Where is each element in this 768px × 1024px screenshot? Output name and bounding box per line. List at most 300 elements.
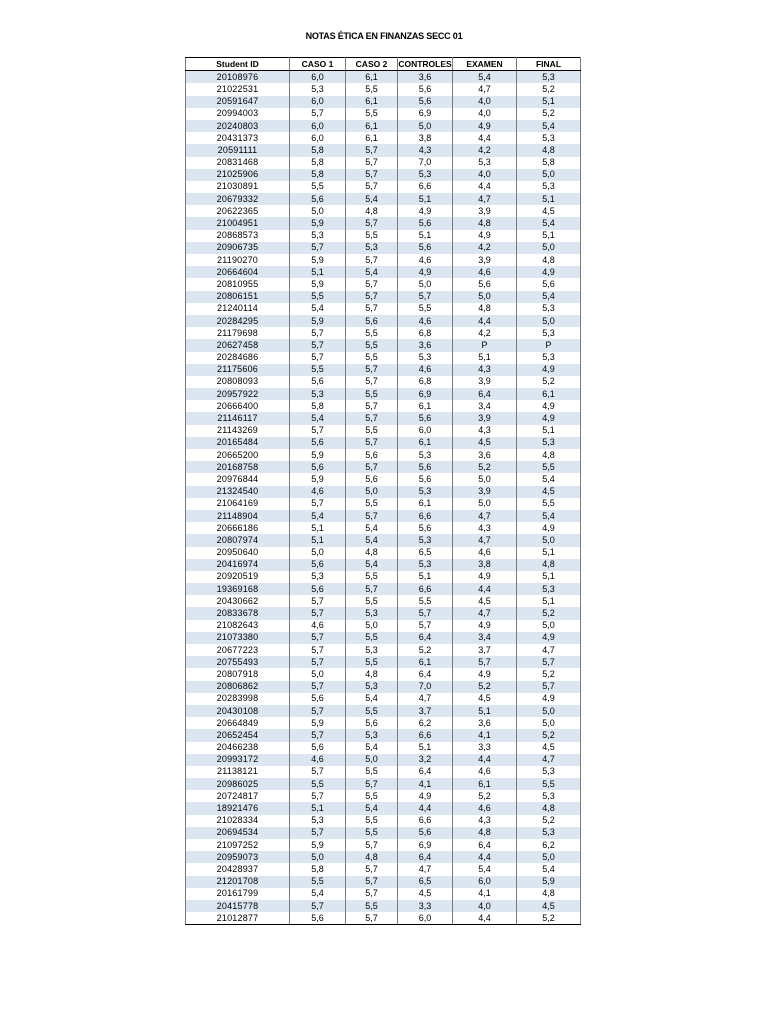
examen-cell: 5,0 bbox=[453, 291, 517, 303]
final-cell: 5,2 bbox=[517, 668, 581, 680]
table-row bbox=[186, 278, 581, 290]
caso-2-cell: 5,7 bbox=[346, 400, 398, 412]
caso-1-cell: 5,7 bbox=[290, 595, 346, 607]
caso-2-cell: 5,7 bbox=[346, 254, 398, 266]
table-row bbox=[186, 790, 581, 802]
examen-cell: 6,1 bbox=[453, 778, 517, 790]
student-id-cell: 20976844 bbox=[186, 473, 290, 485]
table-row bbox=[186, 83, 581, 95]
table-row bbox=[186, 656, 581, 668]
caso-2-cell: 5,5 bbox=[346, 705, 398, 717]
final-cell: 4,5 bbox=[517, 900, 581, 912]
caso-1-cell: 5,6 bbox=[290, 461, 346, 473]
controles-cell: 5,3 bbox=[398, 534, 453, 546]
controles-cell: 4,4 bbox=[398, 802, 453, 814]
caso-1-cell: 6,0 bbox=[290, 132, 346, 144]
final-cell: 5,3 bbox=[517, 790, 581, 802]
table-row bbox=[186, 547, 581, 559]
caso-1-cell: 5,6 bbox=[290, 583, 346, 595]
caso-1-cell: 5,6 bbox=[290, 742, 346, 754]
column-header-student-id: Student ID bbox=[186, 58, 290, 71]
caso-1-cell: 5,9 bbox=[290, 315, 346, 327]
controles-cell: 5,6 bbox=[398, 217, 453, 229]
final-cell: 5,2 bbox=[517, 815, 581, 827]
student-id-cell: 20920519 bbox=[186, 571, 290, 583]
examen-cell: 4,9 bbox=[453, 230, 517, 242]
student-id-cell: 20108976 bbox=[186, 71, 290, 84]
final-cell: 4,9 bbox=[517, 632, 581, 644]
final-cell: 5,0 bbox=[517, 851, 581, 863]
caso-2-cell: 5,7 bbox=[346, 839, 398, 851]
caso-1-cell: 5,6 bbox=[290, 693, 346, 705]
caso-2-cell: 5,7 bbox=[346, 144, 398, 156]
student-id-cell: 21022531 bbox=[186, 83, 290, 95]
caso-1-cell: 5,7 bbox=[290, 900, 346, 912]
controles-cell: 5,3 bbox=[398, 169, 453, 181]
final-cell: 5,2 bbox=[517, 108, 581, 120]
final-cell: P bbox=[517, 339, 581, 351]
controles-cell: 5,5 bbox=[398, 595, 453, 607]
examen-cell: 4,8 bbox=[453, 217, 517, 229]
final-cell: 5,2 bbox=[517, 376, 581, 388]
grades-body bbox=[186, 71, 581, 925]
table-row bbox=[186, 291, 581, 303]
table-row bbox=[186, 266, 581, 278]
caso-1-cell: 5,9 bbox=[290, 717, 346, 729]
caso-1-cell: 5,6 bbox=[290, 193, 346, 205]
table-row bbox=[186, 900, 581, 912]
caso-2-cell: 5,0 bbox=[346, 620, 398, 632]
caso-1-cell: 5,6 bbox=[290, 912, 346, 925]
controles-cell: 5,6 bbox=[398, 83, 453, 95]
examen-cell: 4,1 bbox=[453, 729, 517, 741]
caso-2-cell: 5,5 bbox=[346, 108, 398, 120]
final-cell: 5,9 bbox=[517, 876, 581, 888]
controles-cell: 5,6 bbox=[398, 412, 453, 424]
final-cell: 4,9 bbox=[517, 412, 581, 424]
caso-1-cell: 5,7 bbox=[290, 352, 346, 364]
column-header-examen: EXAMEN bbox=[453, 58, 517, 71]
controles-cell: 6,8 bbox=[398, 376, 453, 388]
controles-cell: 6,9 bbox=[398, 388, 453, 400]
examen-cell: 4,6 bbox=[453, 547, 517, 559]
student-id-cell: 20810955 bbox=[186, 278, 290, 290]
final-cell: 5,5 bbox=[517, 498, 581, 510]
table-row bbox=[186, 632, 581, 644]
table-row bbox=[186, 534, 581, 546]
caso-1-cell: 5,7 bbox=[290, 327, 346, 339]
caso-2-cell: 5,5 bbox=[346, 327, 398, 339]
final-cell: 5,3 bbox=[517, 583, 581, 595]
table-row bbox=[186, 559, 581, 571]
caso-1-cell: 4,6 bbox=[290, 486, 346, 498]
student-id-cell: 21012877 bbox=[186, 912, 290, 925]
caso-2-cell: 5,5 bbox=[346, 339, 398, 351]
caso-1-cell: 5,1 bbox=[290, 522, 346, 534]
table-row bbox=[186, 888, 581, 900]
final-cell: 5,4 bbox=[517, 291, 581, 303]
controles-cell: 6,6 bbox=[398, 729, 453, 741]
table-row bbox=[186, 254, 581, 266]
final-cell: 5,0 bbox=[517, 705, 581, 717]
final-cell: 5,5 bbox=[517, 461, 581, 473]
caso-1-cell: 6,0 bbox=[290, 96, 346, 108]
examen-cell: 3,8 bbox=[453, 559, 517, 571]
examen-cell: 4,3 bbox=[453, 425, 517, 437]
examen-cell: 4,3 bbox=[453, 815, 517, 827]
student-id-cell: 20240803 bbox=[186, 120, 290, 132]
final-cell: 4,5 bbox=[517, 486, 581, 498]
student-id-cell: 21143269 bbox=[186, 425, 290, 437]
final-cell: 4,8 bbox=[517, 144, 581, 156]
student-id-cell: 20755493 bbox=[186, 656, 290, 668]
controles-cell: 3,2 bbox=[398, 754, 453, 766]
examen-cell: 3,4 bbox=[453, 400, 517, 412]
caso-1-cell: 5,7 bbox=[290, 632, 346, 644]
caso-1-cell: 5,7 bbox=[290, 656, 346, 668]
header-row bbox=[186, 58, 581, 71]
table-row bbox=[186, 461, 581, 473]
page-title: NOTAS ÉTICA EN FINANZAS SECC 01 bbox=[305, 31, 463, 41]
student-id-cell: 20677223 bbox=[186, 644, 290, 656]
caso-2-cell: 5,7 bbox=[346, 912, 398, 925]
student-id-cell: 20679332 bbox=[186, 193, 290, 205]
controles-cell: 6,6 bbox=[398, 510, 453, 522]
examen-cell: 4,5 bbox=[453, 693, 517, 705]
student-id-cell: 21324540 bbox=[186, 486, 290, 498]
controles-cell: 4,7 bbox=[398, 693, 453, 705]
caso-1-cell: 5,4 bbox=[290, 412, 346, 424]
caso-2-cell: 5,5 bbox=[346, 388, 398, 400]
student-id-cell: 20664604 bbox=[186, 266, 290, 278]
caso-2-cell: 5,5 bbox=[346, 766, 398, 778]
caso-1-cell: 5,5 bbox=[290, 181, 346, 193]
controles-cell: 6,4 bbox=[398, 851, 453, 863]
caso-2-cell: 5,7 bbox=[346, 876, 398, 888]
final-cell: 5,1 bbox=[517, 571, 581, 583]
caso-1-cell: 5,7 bbox=[290, 498, 346, 510]
controles-cell: 5,6 bbox=[398, 522, 453, 534]
examen-cell: 4,1 bbox=[453, 888, 517, 900]
final-cell: 5,4 bbox=[517, 473, 581, 485]
examen-cell: 5,0 bbox=[453, 473, 517, 485]
table-row bbox=[186, 205, 581, 217]
controles-cell: 5,0 bbox=[398, 278, 453, 290]
table-row bbox=[186, 583, 581, 595]
final-cell: 4,8 bbox=[517, 254, 581, 266]
student-id-cell: 21148904 bbox=[186, 510, 290, 522]
final-cell: 5,0 bbox=[517, 242, 581, 254]
table-row bbox=[186, 412, 581, 424]
examen-cell: 4,3 bbox=[453, 364, 517, 376]
controles-cell: 5,6 bbox=[398, 96, 453, 108]
caso-2-cell: 5,4 bbox=[346, 802, 398, 814]
controles-cell: 6,4 bbox=[398, 668, 453, 680]
controles-cell: 6,6 bbox=[398, 181, 453, 193]
caso-2-cell: 5,5 bbox=[346, 498, 398, 510]
caso-1-cell: 5,3 bbox=[290, 83, 346, 95]
caso-2-cell: 5,7 bbox=[346, 278, 398, 290]
student-id-cell: 20284686 bbox=[186, 352, 290, 364]
student-id-cell: 20652454 bbox=[186, 729, 290, 741]
examen-cell: 3,9 bbox=[453, 376, 517, 388]
caso-1-cell: 5,7 bbox=[290, 644, 346, 656]
caso-1-cell: 4,6 bbox=[290, 754, 346, 766]
controles-cell: 6,9 bbox=[398, 839, 453, 851]
caso-1-cell: 5,7 bbox=[290, 827, 346, 839]
table-row bbox=[186, 449, 581, 461]
examen-cell: 5,3 bbox=[453, 157, 517, 169]
table-row bbox=[186, 754, 581, 766]
table-row bbox=[186, 742, 581, 754]
student-id-cell: 20986025 bbox=[186, 778, 290, 790]
caso-1-cell: 5,1 bbox=[290, 802, 346, 814]
final-cell: 5,7 bbox=[517, 681, 581, 693]
examen-cell: 4,4 bbox=[453, 583, 517, 595]
controles-cell: 4,9 bbox=[398, 205, 453, 217]
table-row bbox=[186, 802, 581, 814]
table-row bbox=[186, 230, 581, 242]
caso-2-cell: 6,1 bbox=[346, 96, 398, 108]
examen-cell: 4,2 bbox=[453, 242, 517, 254]
final-cell: 5,1 bbox=[517, 595, 581, 607]
final-cell: 4,9 bbox=[517, 364, 581, 376]
caso-1-cell: 5,7 bbox=[290, 790, 346, 802]
final-cell: 5,0 bbox=[517, 717, 581, 729]
caso-2-cell: 5,7 bbox=[346, 888, 398, 900]
table-row bbox=[186, 815, 581, 827]
controles-cell: 4,1 bbox=[398, 778, 453, 790]
final-cell: 4,5 bbox=[517, 205, 581, 217]
controles-cell: 7,0 bbox=[398, 157, 453, 169]
caso-1-cell: 5,3 bbox=[290, 571, 346, 583]
table-row bbox=[186, 607, 581, 619]
caso-1-cell: 5,8 bbox=[290, 863, 346, 875]
table-row bbox=[186, 108, 581, 120]
examen-cell: 3,6 bbox=[453, 717, 517, 729]
examen-cell: 4,5 bbox=[453, 437, 517, 449]
caso-2-cell: 5,7 bbox=[346, 169, 398, 181]
caso-1-cell: 6,0 bbox=[290, 120, 346, 132]
table-row bbox=[186, 851, 581, 863]
controles-cell: 4,6 bbox=[398, 254, 453, 266]
examen-cell: 6,0 bbox=[453, 876, 517, 888]
caso-2-cell: 5,4 bbox=[346, 559, 398, 571]
caso-2-cell: 5,5 bbox=[346, 790, 398, 802]
caso-1-cell: 5,7 bbox=[290, 729, 346, 741]
student-id-cell: 20957922 bbox=[186, 388, 290, 400]
table-row bbox=[186, 352, 581, 364]
table-row bbox=[186, 571, 581, 583]
examen-cell: 4,6 bbox=[453, 802, 517, 814]
table-row bbox=[186, 388, 581, 400]
caso-2-cell: 5,7 bbox=[346, 291, 398, 303]
final-cell: 5,4 bbox=[517, 120, 581, 132]
caso-1-cell: 5,3 bbox=[290, 815, 346, 827]
final-cell: 4,9 bbox=[517, 693, 581, 705]
student-id-cell: 21025906 bbox=[186, 169, 290, 181]
caso-1-cell: 5,9 bbox=[290, 449, 346, 461]
examen-cell: 3,4 bbox=[453, 632, 517, 644]
examen-cell: 5,2 bbox=[453, 681, 517, 693]
examen-cell: 4,2 bbox=[453, 327, 517, 339]
table-row bbox=[186, 339, 581, 351]
final-cell: 6,2 bbox=[517, 839, 581, 851]
final-cell: 5,5 bbox=[517, 778, 581, 790]
table-row bbox=[186, 242, 581, 254]
examen-cell: 4,4 bbox=[453, 132, 517, 144]
caso-2-cell: 5,7 bbox=[346, 157, 398, 169]
student-id-cell: 20724817 bbox=[186, 790, 290, 802]
caso-1-cell: 5,4 bbox=[290, 303, 346, 315]
caso-1-cell: 5,8 bbox=[290, 144, 346, 156]
caso-2-cell: 5,3 bbox=[346, 729, 398, 741]
table-row bbox=[186, 729, 581, 741]
student-id-cell: 21175606 bbox=[186, 364, 290, 376]
controles-cell: 5,1 bbox=[398, 193, 453, 205]
caso-2-cell: 6,1 bbox=[346, 120, 398, 132]
caso-1-cell: 5,9 bbox=[290, 217, 346, 229]
final-cell: 5,0 bbox=[517, 534, 581, 546]
final-cell: 4,8 bbox=[517, 449, 581, 461]
table-row bbox=[186, 364, 581, 376]
student-id-cell: 18921476 bbox=[186, 802, 290, 814]
caso-1-cell: 5,6 bbox=[290, 376, 346, 388]
examen-cell: 4,4 bbox=[453, 315, 517, 327]
student-id-cell: 20694534 bbox=[186, 827, 290, 839]
examen-cell: 4,7 bbox=[453, 510, 517, 522]
student-id-cell: 20591647 bbox=[186, 96, 290, 108]
student-id-cell: 20161799 bbox=[186, 888, 290, 900]
examen-cell: 3,9 bbox=[453, 412, 517, 424]
examen-cell: 4,0 bbox=[453, 900, 517, 912]
table-row bbox=[186, 303, 581, 315]
caso-1-cell: 5,7 bbox=[290, 766, 346, 778]
controles-cell: 3,6 bbox=[398, 339, 453, 351]
examen-cell: 3,6 bbox=[453, 449, 517, 461]
examen-cell: 3,9 bbox=[453, 486, 517, 498]
student-id-cell: 20415778 bbox=[186, 900, 290, 912]
controles-cell: 5,2 bbox=[398, 644, 453, 656]
examen-cell: 5,0 bbox=[453, 498, 517, 510]
controles-cell: 4,9 bbox=[398, 790, 453, 802]
table-row bbox=[186, 827, 581, 839]
student-id-cell: 20906735 bbox=[186, 242, 290, 254]
final-cell: 4,8 bbox=[517, 802, 581, 814]
student-id-cell: 20666186 bbox=[186, 522, 290, 534]
controles-cell: 3,3 bbox=[398, 900, 453, 912]
controles-cell: 5,6 bbox=[398, 827, 453, 839]
student-id-cell: 20283998 bbox=[186, 693, 290, 705]
controles-cell: 5,6 bbox=[398, 473, 453, 485]
final-cell: 4,9 bbox=[517, 522, 581, 534]
final-cell: 5,2 bbox=[517, 83, 581, 95]
student-id-cell: 20831468 bbox=[186, 157, 290, 169]
student-id-cell: 21138121 bbox=[186, 766, 290, 778]
final-cell: 6,1 bbox=[517, 388, 581, 400]
student-id-cell: 21028334 bbox=[186, 815, 290, 827]
student-id-cell: 21179698 bbox=[186, 327, 290, 339]
table-row bbox=[186, 681, 581, 693]
caso-1-cell: 5,9 bbox=[290, 473, 346, 485]
caso-2-cell: 5,0 bbox=[346, 754, 398, 766]
table-row bbox=[186, 498, 581, 510]
examen-cell: 4,7 bbox=[453, 193, 517, 205]
caso-1-cell: 5,5 bbox=[290, 291, 346, 303]
controles-cell: 4,9 bbox=[398, 266, 453, 278]
final-cell: 5,3 bbox=[517, 766, 581, 778]
examen-cell: 5,2 bbox=[453, 461, 517, 473]
controles-cell: 5,7 bbox=[398, 291, 453, 303]
examen-cell: 4,0 bbox=[453, 108, 517, 120]
student-id-cell: 20591111 bbox=[186, 144, 290, 156]
controles-cell: 5,3 bbox=[398, 486, 453, 498]
grades-table bbox=[185, 57, 581, 925]
table-row bbox=[186, 693, 581, 705]
student-id-cell: 21064169 bbox=[186, 498, 290, 510]
table-row bbox=[186, 96, 581, 108]
final-cell: 5,0 bbox=[517, 169, 581, 181]
caso-2-cell: 5,5 bbox=[346, 900, 398, 912]
controles-cell: 7,0 bbox=[398, 681, 453, 693]
table-row bbox=[186, 644, 581, 656]
examen-cell: 3,9 bbox=[453, 254, 517, 266]
caso-1-cell: 5,8 bbox=[290, 169, 346, 181]
student-id-cell: 20959073 bbox=[186, 851, 290, 863]
caso-2-cell: 5,6 bbox=[346, 449, 398, 461]
controles-cell: 5,3 bbox=[398, 449, 453, 461]
student-id-cell: 20807918 bbox=[186, 668, 290, 680]
caso-1-cell: 5,0 bbox=[290, 851, 346, 863]
final-cell: 5,3 bbox=[517, 437, 581, 449]
controles-cell: 4,6 bbox=[398, 315, 453, 327]
examen-cell: 4,9 bbox=[453, 620, 517, 632]
student-id-cell: 20466238 bbox=[186, 742, 290, 754]
table-row bbox=[186, 595, 581, 607]
examen-cell: 4,8 bbox=[453, 303, 517, 315]
final-cell: 5,4 bbox=[517, 510, 581, 522]
caso-2-cell: 5,7 bbox=[346, 412, 398, 424]
controles-cell: 5,1 bbox=[398, 571, 453, 583]
controles-cell: 6,4 bbox=[398, 632, 453, 644]
student-id-cell: 21201708 bbox=[186, 876, 290, 888]
caso-2-cell: 5,5 bbox=[346, 571, 398, 583]
caso-2-cell: 5,4 bbox=[346, 522, 398, 534]
caso-1-cell: 5,1 bbox=[290, 266, 346, 278]
caso-1-cell: 5,7 bbox=[290, 681, 346, 693]
student-id-cell: 20627458 bbox=[186, 339, 290, 351]
examen-cell: 4,2 bbox=[453, 144, 517, 156]
examen-cell: 5,6 bbox=[453, 278, 517, 290]
final-cell: 5,8 bbox=[517, 157, 581, 169]
caso-1-cell: 5,0 bbox=[290, 668, 346, 680]
table-row bbox=[186, 327, 581, 339]
student-id-cell: 20622365 bbox=[186, 205, 290, 217]
controles-cell: 6,0 bbox=[398, 912, 453, 925]
table-row bbox=[186, 400, 581, 412]
student-id-cell: 21030891 bbox=[186, 181, 290, 193]
student-id-cell: 20833678 bbox=[186, 607, 290, 619]
controles-cell: 6,4 bbox=[398, 766, 453, 778]
student-id-cell: 20428937 bbox=[186, 863, 290, 875]
table-row bbox=[186, 705, 581, 717]
caso-1-cell: 5,8 bbox=[290, 400, 346, 412]
controles-cell: 3,8 bbox=[398, 132, 453, 144]
table-row bbox=[186, 863, 581, 875]
controles-cell: 5,3 bbox=[398, 559, 453, 571]
student-id-cell: 20994003 bbox=[186, 108, 290, 120]
examen-cell: 4,4 bbox=[453, 181, 517, 193]
